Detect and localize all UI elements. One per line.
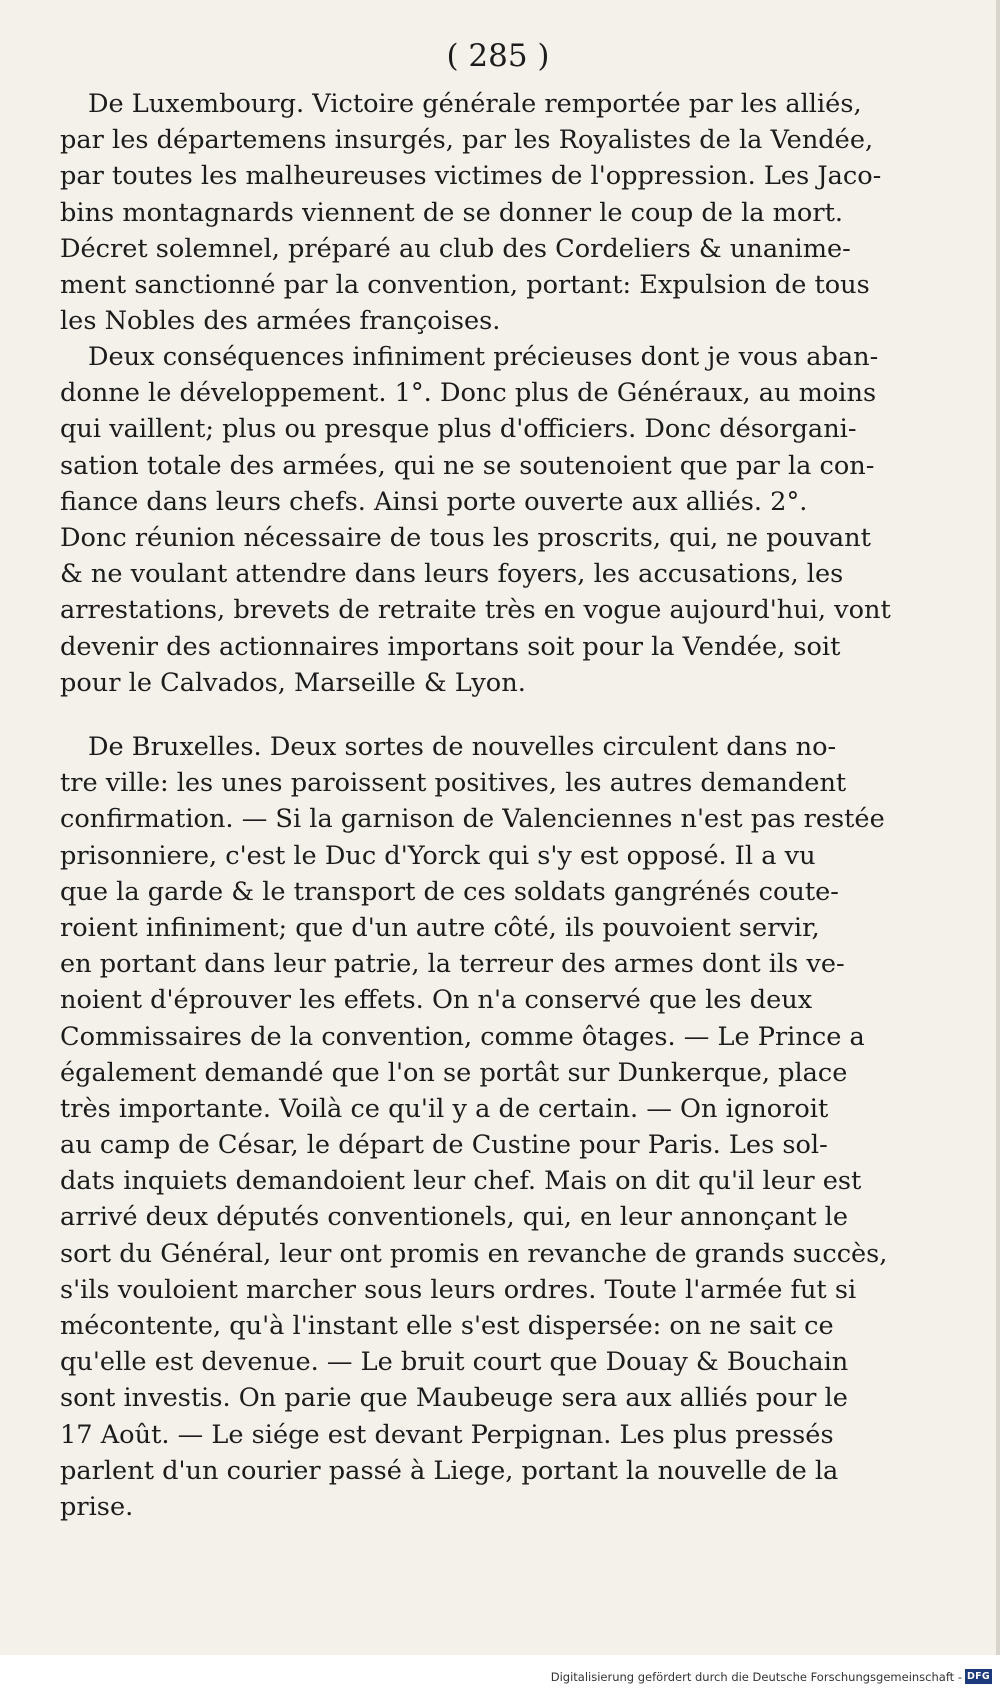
text-line: arrivé deux députés conventionels, qui, en leur annonçant le — [60, 1202, 848, 1233]
text-line: 17 Août. — Le siége est devant Perpignan. Les plus pressés — [60, 1419, 834, 1450]
text-line: très importante. Voilà ce qu'il y a de certain. — On ignoroit — [60, 1093, 829, 1124]
text-line: qui vaillent; plus ou presque plus d'officiers. Donc désorgani- — [60, 414, 857, 445]
text-line: prisonniere, c'est le Duc d'Yorck qui s'y est opposé. Il a vu — [60, 840, 816, 871]
text-line: par toutes les malheureuses victimes de l'oppression. Les Jaco- — [60, 161, 882, 192]
text-line: au camp de César, le départ de Custine pour Paris. Les sol- — [60, 1130, 828, 1161]
text-line: confirmation. — Si la garnison de Valenciennes n'est pas restée — [60, 804, 885, 835]
text-line: dats inquiets demandoient leur chef. Mais on dit qu'il leur est — [60, 1166, 862, 1197]
text-line: bins montagnards viennent de se donner le coup de la mort. — [60, 197, 843, 228]
text-line: également demandé que l'on se portât sur Dunkerque, place — [60, 1057, 848, 1088]
text-line: par les départemens insurgés, par les Royalistes de la Vendée, — [60, 125, 874, 156]
digitization-footer — [0, 1655, 1000, 1695]
text-line: & ne voulant attendre dans leurs foyers, les accusations, les — [60, 559, 844, 590]
text-line: De Luxembourg. Victoire générale remportée par les alliés, — [88, 89, 862, 119]
text-line: ment sanctionné par la convention, portant: Expulsion de tous — [60, 269, 870, 300]
text-line: sation totale des armées, qui ne se soutenoient que par la con- — [60, 450, 875, 481]
text-line: noient d'éprouver les effets. On n'a conservé que les deux — [60, 985, 813, 1016]
footer-credit: Digitalisierung gefördert durch die Deutsche Forschungsgemeinschaft - — [550, 1670, 962, 1684]
text-line: Décret solemnel, préparé au club des Cordeliers & unanime- — [60, 233, 851, 264]
text-line: fiance dans leurs chefs. Ainsi porte ouverte aux alliés. 2°. — [60, 486, 808, 517]
text-line: pour le Calvados, Marseille & Lyon. — [60, 667, 526, 698]
text-line: roient infiniment; que d'un autre côté, ils pouvoient servir, — [60, 912, 820, 943]
text-line: sort du Général, leur ont promis en revanche de grands succès, — [60, 1238, 888, 1269]
text-line: donne le développement. 1°. Donc plus de Généraux, au moins — [60, 378, 877, 409]
text-line: sont investis. On parie que Maubeuge sera aux alliés pour le — [60, 1383, 848, 1414]
text-line: arrestations, brevets de retraite très en vogue aujourd'hui, vont — [60, 595, 891, 626]
text-line: Deux conséquences infiniment précieuses dont je vous aban- — [88, 342, 879, 372]
text-line: les Nobles des armées françoises. — [60, 306, 501, 337]
text-line: en portant dans leur patrie, la terreur des armes dont ils ve- — [60, 949, 845, 980]
text-line: devenir des actionnaires importans soit pour la Vendée, soit — [60, 631, 841, 662]
text-line: qu'elle est devenue. — Le bruit court que Douay & Bouchain — [60, 1347, 849, 1378]
text-line: De Bruxelles. Deux sortes de nouvelles circulent dans no- — [88, 732, 837, 762]
page-number: ( 285 ) — [446, 38, 550, 74]
text-line: mécontente, qu'à l'instant elle s'est dispersée: on ne sait ce — [60, 1311, 834, 1341]
paragraph-bruxelles — [60, 729, 940, 1525]
text-line: que la garde & le transport de ces soldats gangrénés coute- — [60, 876, 839, 907]
dfg-logo-icon: DFG — [966, 1671, 991, 1682]
paragraph-luxembourg — [60, 86, 940, 339]
text-line: parlent d'un courier passé à Liege, portant la nouvelle de la — [60, 1455, 839, 1486]
paper-edge — [996, 0, 1000, 1655]
text-line: prise. — [60, 1491, 134, 1522]
text-line: Commissaires de la convention, comme ôtages. — Le Prince a — [60, 1021, 865, 1052]
text-line: Donc réunion nécessaire de tous les proscrits, qui, ne pouvant — [60, 522, 871, 553]
text-line: tre ville: les unes paroissent positives, les autres demandent — [60, 768, 847, 799]
text-line: s'ils vouloient marcher sous leurs ordres. Toute l'armée fut si — [60, 1274, 857, 1305]
paragraph-consequences — [60, 339, 940, 701]
